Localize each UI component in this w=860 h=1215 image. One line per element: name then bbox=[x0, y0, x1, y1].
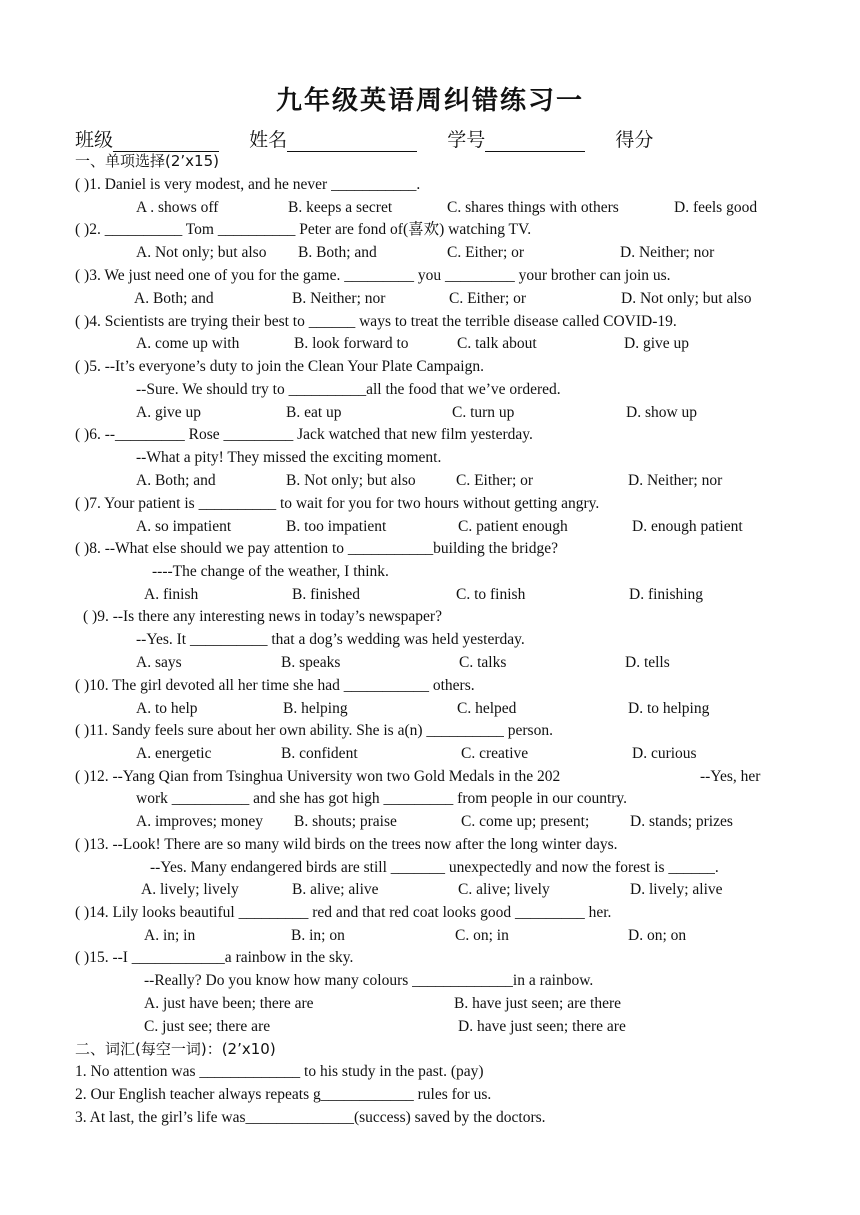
class-label: 班级 bbox=[75, 129, 114, 151]
question-7: ( )7. Your patient is __________ to wait for you for two hours without getting angry. bbox=[75, 495, 600, 512]
vocab-item: 3. At last, the girl’s life was______________(success) saved by the doctors. bbox=[75, 1109, 546, 1126]
question-1: ( )1. Daniel is very modest, and he never ___________. bbox=[75, 176, 421, 193]
option-c: C. talks bbox=[459, 654, 507, 671]
id-blank[interactable] bbox=[485, 132, 585, 152]
option-c: C. Either; or bbox=[449, 290, 527, 307]
name-label: 姓名 bbox=[249, 129, 288, 151]
option-b: B. confident bbox=[281, 745, 358, 762]
question-3: ( )3. We just need one of you for the game. _________ you _________ your brother can join us. bbox=[75, 267, 671, 284]
option-c: C. patient enough bbox=[458, 518, 568, 535]
option-b: B. Not only; but also bbox=[286, 472, 416, 489]
option-d: D. feels good bbox=[674, 199, 758, 216]
option-d: D. show up bbox=[626, 404, 698, 421]
question-8: ( )8. --What else should we pay attention to ___________building the bridge? bbox=[75, 540, 558, 557]
question-5: ( )5. --It’s everyone’s duty to join the Clean Your Plate Campaign. bbox=[75, 358, 484, 375]
option-a: A. give up bbox=[136, 404, 202, 421]
question-13: ( )13. --Look! There are so many wild birds on the trees now after the long winter days. bbox=[75, 836, 618, 853]
option-c: C. Either; or bbox=[456, 472, 534, 489]
option-b: B. in; on bbox=[291, 927, 345, 944]
option-c: C. helped bbox=[457, 700, 517, 717]
dialogue-line: work __________ and she has got high _________ from people in our country. bbox=[136, 790, 628, 807]
question-4: ( )4. Scientists are trying their best to ______ ways to treat the terrible disease called COVID-19. bbox=[75, 313, 677, 330]
option-a: A. finish bbox=[144, 586, 199, 603]
option-c: C. Either; or bbox=[447, 244, 525, 261]
option-d: D. to helping bbox=[628, 700, 710, 717]
dialogue-line: --Yes. Many endangered birds are still _______ unexpectedly and now the forest is ______. bbox=[150, 859, 719, 876]
option-c: C. alive; lively bbox=[458, 881, 550, 898]
option-a: A. lively; lively bbox=[141, 881, 239, 898]
option-d: D. Neither; nor bbox=[620, 244, 715, 261]
option-a: A. says bbox=[136, 654, 182, 671]
option-d: D. stands; prizes bbox=[630, 813, 733, 830]
option-a: A. improves; money bbox=[136, 813, 263, 830]
option-d: D. tells bbox=[625, 654, 670, 671]
option-b: B. Both; and bbox=[298, 244, 377, 261]
option-d: D. curious bbox=[632, 745, 697, 762]
option-a: A. energetic bbox=[136, 745, 212, 762]
option-c: C. just see; there are bbox=[144, 1018, 271, 1035]
section-heading: 一、单项选择(2’x15) bbox=[75, 152, 219, 170]
dialogue-line: --What a pity! They missed the exciting moment. bbox=[136, 449, 442, 466]
vocab-item: 2. Our English teacher always repeats g____________ rules for us. bbox=[75, 1086, 492, 1103]
option-c: C. on; in bbox=[455, 927, 509, 944]
dialogue-line: ----The change of the weather, I think. bbox=[152, 563, 389, 580]
option-d: D. enough patient bbox=[632, 518, 743, 535]
option-b: B. look forward to bbox=[294, 335, 409, 352]
question-14: ( )14. Lily looks beautiful _________ red and that red coat looks good _________ her. bbox=[75, 904, 612, 921]
option-b: B. shouts; praise bbox=[294, 813, 397, 830]
option-a: A. come up with bbox=[136, 335, 240, 352]
question-2: ( )2. __________ Tom __________ Peter are fond of(喜欢) watching TV. bbox=[75, 221, 532, 238]
option-a: A. in; in bbox=[144, 927, 196, 944]
question-6: ( )6. --_________ Rose _________ Jack watched that new film yesterday. bbox=[75, 426, 533, 443]
option-b: B. have just seen; are there bbox=[454, 995, 621, 1012]
option-a: A. just have been; there are bbox=[144, 995, 314, 1012]
option-b: B. keeps a secret bbox=[288, 199, 393, 216]
option-a: A. to help bbox=[136, 700, 198, 717]
vocab-item: 1. No attention was _____________ to his study in the past. (pay) bbox=[75, 1063, 484, 1080]
option-a: A. Not only; but also bbox=[136, 244, 267, 261]
dialogue-line: --Sure. We should try to __________all the food that we’ve ordered. bbox=[136, 381, 561, 398]
dialogue-line: --Yes, her bbox=[700, 768, 761, 785]
option-d: D. Neither; nor bbox=[628, 472, 723, 489]
option-b: B. alive; alive bbox=[292, 881, 379, 898]
option-c: C. turn up bbox=[452, 404, 515, 421]
option-b: B. eat up bbox=[286, 404, 342, 421]
option-b: B. too impatient bbox=[286, 518, 387, 535]
class-blank[interactable] bbox=[113, 132, 219, 152]
option-c: C. talk about bbox=[457, 335, 537, 352]
dialogue-line: --Yes. It __________ that a dog’s wedding was held yesterday. bbox=[136, 631, 525, 648]
dialogue-line: --Really? Do you know how many colours _____________in a rainbow. bbox=[144, 972, 594, 989]
question-15: ( )15. --I ____________a rainbow in the sky. bbox=[75, 949, 354, 966]
page-title: 九年级英语周纠错练习一 bbox=[275, 86, 584, 116]
option-d: D. lively; alive bbox=[630, 881, 723, 898]
option-a: A. Both; and bbox=[134, 290, 214, 307]
student-info-row bbox=[75, 125, 653, 152]
option-c: C. to finish bbox=[456, 586, 526, 603]
option-a: A. Both; and bbox=[136, 472, 216, 489]
question-11: ( )11. Sandy feels sure about her own ability. She is a(n) __________ person. bbox=[75, 722, 553, 739]
score-label: 得分 bbox=[615, 129, 654, 151]
option-a: A . shows off bbox=[136, 199, 219, 216]
option-b: B. Neither; nor bbox=[292, 290, 386, 307]
option-d: D. Not only; but also bbox=[621, 290, 752, 307]
id-label: 学号 bbox=[447, 129, 486, 151]
option-b: B. helping bbox=[283, 700, 348, 717]
option-d: D. on; on bbox=[628, 927, 687, 944]
option-c: C. come up; present; bbox=[461, 813, 590, 830]
option-c: C. creative bbox=[461, 745, 529, 762]
option-b: B. finished bbox=[292, 586, 361, 603]
option-d: D. finishing bbox=[629, 586, 704, 603]
option-d: D. have just seen; there are bbox=[458, 1018, 626, 1035]
option-b: B. speaks bbox=[281, 654, 341, 671]
option-d: D. give up bbox=[624, 335, 690, 352]
question-9: ( )9. --Is there any interesting news in today’s newspaper? bbox=[83, 608, 442, 625]
name-blank[interactable] bbox=[287, 132, 417, 152]
option-c: C. shares things with others bbox=[447, 199, 619, 216]
section-heading: 二、词汇(每空一词)：(2’x10) bbox=[75, 1040, 276, 1058]
option-a: A. so impatient bbox=[136, 518, 232, 535]
question-10: ( )10. The girl devoted all her time she had ___________ others. bbox=[75, 677, 475, 694]
question-12: ( )12. --Yang Qian from Tsinghua University won two Gold Medals in the 202 bbox=[75, 768, 561, 785]
